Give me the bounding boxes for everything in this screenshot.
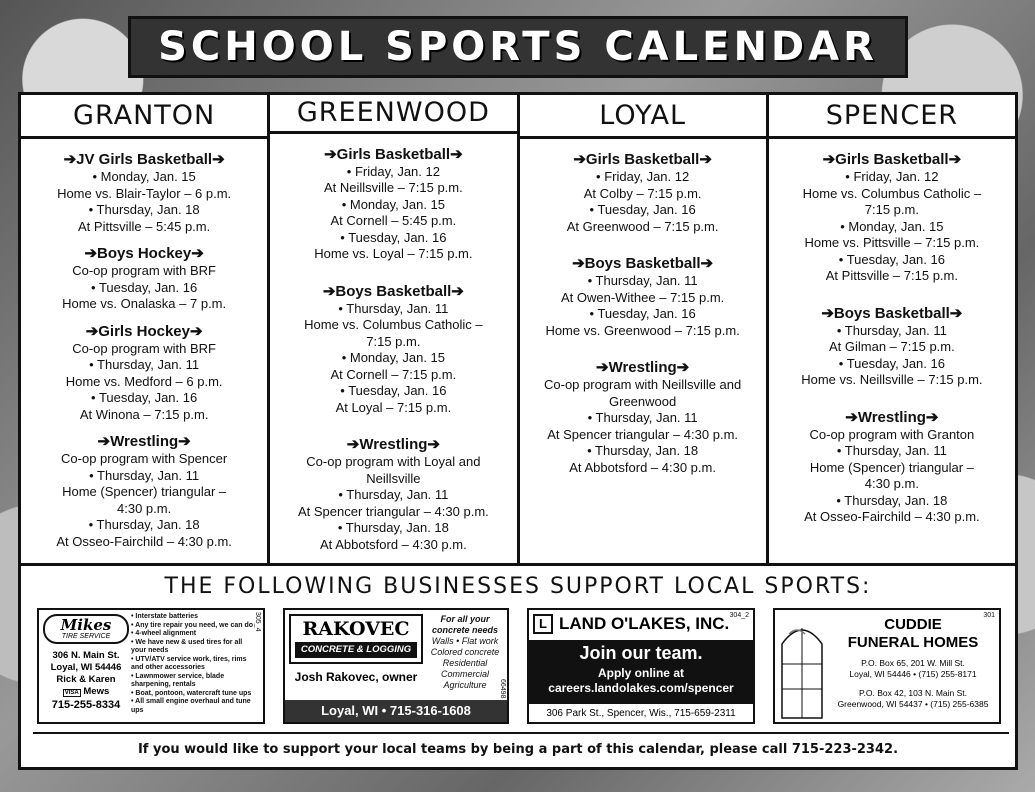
- schedule-line: Neillsville: [366, 470, 421, 486]
- service-item: • Interstate batteries: [131, 613, 199, 620]
- stained-glass-window-icon: [779, 614, 825, 720]
- sport-section: [773, 151, 1011, 285]
- schedule-line: • Monday, Jan. 15: [341, 350, 446, 365]
- schedule-line: • Monday, Jan. 15: [92, 169, 196, 184]
- sport-section: [524, 359, 762, 476]
- apply-text: Apply online at: [597, 666, 684, 680]
- sport-title: ➔Boys Basketball➔: [821, 304, 963, 322]
- sport-title: ➔Wrestling➔: [97, 433, 191, 450]
- sport-section: [524, 151, 762, 235]
- ad-cuddie-funeral: [773, 608, 1001, 724]
- rakovec-phone: Loyal, WI • 715-316-1608: [285, 700, 507, 722]
- schedule-line: Home vs. Columbus Catholic –: [304, 317, 483, 332]
- column-granton: [21, 95, 270, 563]
- schedule-line: • Thursday, Jan. 18: [88, 517, 200, 532]
- service-item: • Lawnmower service, blade sharpening, rentals: [131, 672, 225, 688]
- schedule-line: • Tuesday, Jan. 16: [589, 306, 696, 321]
- schedule-line: 4:30 p.m.: [117, 500, 172, 516]
- schedule-line: Co-op program with Spencer: [61, 451, 228, 466]
- mikes-address2: Loyal, WI 54446: [50, 662, 122, 673]
- mikes-address1: 306 N. Main St.: [52, 650, 120, 661]
- sport-section: [25, 323, 263, 424]
- mikes-mews: Mews: [83, 686, 110, 697]
- sponsor-heading: THE FOLLOWING BUSINESSES SUPPORT LOCAL SPORTS:: [164, 574, 872, 599]
- column-body: [520, 139, 766, 486]
- service-item: • We have new & used tires for all your needs: [131, 638, 243, 654]
- footer-divider: [33, 732, 1009, 734]
- schedule-line: At Owen-Withee – 7:15 p.m.: [560, 289, 725, 305]
- rakovec-subtitle: CONCRETE & LOGGING: [295, 642, 417, 658]
- sport-title: ➔Girls Basketball➔: [573, 151, 712, 168]
- schedule-line: • Friday, Jan. 12: [845, 169, 939, 184]
- schedule-line: At Gilman – 7:15 p.m.: [829, 339, 955, 354]
- schedule-line: • Tuesday, Jan. 16: [91, 279, 198, 295]
- schedule-line: Home (Spencer) triangular –: [62, 484, 227, 499]
- schedule-line: At Pittsville – 7:15 p.m.: [825, 268, 958, 283]
- service-item: • UTV/ATV service work, tires, rims and other accessories: [131, 655, 247, 671]
- schedule-line: • Thursday, Jan. 11: [587, 273, 698, 288]
- schedule-line: Co-op program with Granton: [809, 426, 975, 442]
- schedule-line: • Thursday, Jan. 11: [89, 357, 200, 372]
- schedule-line: • Thursday, Jan. 11: [587, 410, 698, 425]
- schedule-line: • Thursday, Jan. 11: [338, 487, 449, 502]
- schedule-line: Home vs. Loyal – 7:15 p.m.: [314, 246, 473, 261]
- title-banner: [128, 16, 908, 78]
- mikes-payment: [41, 686, 131, 699]
- rakovec-service: Residential: [442, 658, 488, 668]
- schedule-line: At Osseo-Fairchild – 4:30 p.m.: [56, 533, 232, 549]
- schedule-line: At Spencer triangular – 4:30 p.m.: [297, 503, 489, 519]
- schedule-line: • Tuesday, Jan. 16: [838, 251, 945, 267]
- rakovec-logo: [289, 614, 423, 664]
- sport-title: ➔Girls Basketball➔: [324, 145, 463, 163]
- cuddie-address: Loyal, WI 54446 • (715) 255-8171: [849, 669, 977, 679]
- rakovec-service: For all your: [440, 614, 490, 624]
- ad-mikes-tire: [37, 608, 265, 724]
- school-heading: SPENCER: [769, 95, 1015, 139]
- service-item: • All small engine overhaul and tune ups: [131, 698, 251, 714]
- sport-section: [524, 255, 762, 339]
- schedule-line: At Abbotsford – 4:30 p.m.: [569, 459, 716, 475]
- schedule-line: 7:15 p.m.: [864, 202, 919, 217]
- land-o-lakes-name: LAND O'LAKES, INC.: [559, 614, 730, 633]
- schedule-line: Home vs. Medford – 6 p.m.: [65, 373, 223, 389]
- schedule-line: Co-op program with BRF: [72, 263, 217, 278]
- column-spencer: [769, 95, 1015, 563]
- mikes-owners: Rick & Karen: [56, 674, 116, 685]
- schedule-line: At Greenwood – 7:15 p.m.: [566, 218, 719, 234]
- school-heading: GREENWOOD: [270, 95, 516, 134]
- visa-icon: VISA: [64, 690, 79, 696]
- schedule-line: • Tuesday, Jan. 16: [340, 229, 447, 245]
- rakovec-services: [427, 614, 503, 691]
- service-item: • 4-wheel alignment: [131, 630, 197, 637]
- schedule-line: • Thursday, Jan. 18: [88, 202, 200, 217]
- mikes-logo: [43, 614, 129, 644]
- rakovec-service: Commercial: [440, 669, 489, 679]
- rakovec-owner: Josh Rakovec, owner: [294, 670, 418, 684]
- schedule-line: • Thursday, Jan. 11: [89, 467, 200, 483]
- cuddie-name: [829, 616, 997, 652]
- sport-section: [274, 146, 512, 263]
- schedule-line: At Pittsville – 5:45 p.m.: [78, 218, 211, 234]
- mikes-contact: [41, 650, 131, 711]
- schedule-line: • Monday, Jan. 15: [341, 196, 446, 212]
- schedule-line: Home vs. Pittsville – 7:15 p.m.: [804, 235, 980, 250]
- ad-land-o-lakes: [527, 608, 755, 724]
- schedule-line: • Friday, Jan. 12: [346, 163, 440, 179]
- sport-section: [274, 436, 512, 553]
- schedule-line: • Thursday, Jan. 18: [337, 520, 449, 535]
- rakovec-logo-text: RAKOVEC: [302, 618, 410, 640]
- service-item: • Boat, pontoon, watercraft tune ups: [131, 689, 252, 697]
- schedule-line: • Thursday, Jan. 11: [338, 300, 449, 316]
- service-item: • Any tire repair you need, we can do: [131, 621, 254, 629]
- schedule-line: • Thursday, Jan. 18: [587, 443, 699, 458]
- column-body: [769, 139, 1015, 536]
- schedule-line: At Winona – 7:15 p.m.: [79, 406, 209, 422]
- ad-rakovec: [283, 608, 509, 724]
- sport-section: [274, 283, 512, 417]
- schedule-line: • Thursday, Jan. 11: [836, 443, 947, 458]
- schedule-line: 4:30 p.m.: [864, 476, 919, 491]
- schedule-line: Co-op program with BRF: [72, 340, 217, 356]
- mikes-tagline: TIRE SERVICE: [61, 633, 111, 640]
- schedule-line: Home vs. Blair-Taylor – 6 p.m.: [57, 185, 232, 201]
- schedule-line: • Tuesday, Jan. 16: [838, 355, 945, 371]
- school-heading: LOYAL: [520, 95, 766, 139]
- schedule-line: At Cornell – 7:15 p.m.: [330, 366, 457, 382]
- cuddie-address: P.O. Box 42, 103 N. Main St.: [858, 688, 968, 698]
- schedule-line: At Neillsville – 7:15 p.m.: [324, 180, 463, 195]
- schedule-line: At Abbotsford – 4:30 p.m.: [320, 536, 467, 552]
- sport-section: [25, 433, 263, 550]
- mikes-services: [131, 613, 255, 715]
- rakovec-service: Colored concrete: [430, 647, 500, 657]
- land-o-lakes-mark-icon: L: [533, 614, 553, 634]
- sport-title: ➔Girls Hockey➔: [85, 322, 203, 340]
- rakovec-service: concrete needs: [431, 625, 499, 635]
- schedule-line: Co-op program with Neillsville and: [544, 377, 742, 392]
- schedule-line: Greenwood: [609, 393, 677, 409]
- cuddie-name-line1: CUDDIE: [884, 616, 942, 633]
- rakovec-service: Walls • Flat work: [431, 636, 499, 646]
- sport-section: [25, 151, 263, 235]
- schedule-line: • Thursday, Jan. 18: [836, 492, 948, 508]
- land-o-lakes-banner: [529, 640, 753, 704]
- footer-callout: If you would like to support your local teams by being a part of this calendar, please call 715-223-2342.: [137, 742, 899, 757]
- ad-code: 66498: [499, 678, 506, 698]
- cuddie-name-line2: FUNERAL HOMES: [847, 634, 979, 651]
- careers-url: careers.landolakes.com/spencer: [548, 681, 734, 695]
- cuddie-addresses: [827, 658, 999, 710]
- sport-section: [773, 305, 1011, 389]
- join-text: Join our team.: [579, 643, 703, 663]
- sport-title: ➔Wrestling➔: [346, 436, 440, 453]
- sport-title: ➔Boys Basketball➔: [572, 255, 714, 272]
- sport-title: ➔Wrestling➔: [596, 359, 690, 376]
- column-body: [21, 139, 267, 560]
- ad-code: 304_2: [729, 612, 749, 619]
- cuddie-address: Greenwood, WI 54437 • (715) 255-6385: [837, 699, 989, 709]
- school-heading: GRANTON: [21, 95, 267, 139]
- sport-title: ➔Girls Basketball➔: [822, 151, 962, 168]
- schedule-line: At Osseo-Fairchild – 4:30 p.m.: [804, 509, 980, 524]
- schedule-line: • Thursday, Jan. 11: [836, 322, 947, 338]
- schedule-line: Co-op program with Loyal and: [306, 454, 481, 469]
- column-body: [270, 134, 516, 564]
- schedule-line: 7:15 p.m.: [366, 333, 421, 349]
- schedule-line: Home vs. Onalaska – 7 p.m.: [62, 296, 227, 311]
- ad-code: 305_4: [254, 612, 261, 632]
- schedule-line: Home vs. Columbus Catholic –: [802, 185, 982, 201]
- schedule-line: • Friday, Jan. 12: [596, 169, 690, 184]
- land-o-lakes-logo: [533, 614, 729, 634]
- mikes-logo-text: Mikes: [60, 616, 112, 634]
- schedule-line: At Loyal – 7:15 p.m.: [335, 399, 452, 415]
- sport-section: [773, 409, 1011, 526]
- schedule-line: Home vs. Greenwood – 7:15 p.m.: [545, 322, 740, 338]
- sport-title: ➔Boys Basketball➔: [322, 282, 464, 300]
- schedule-line: At Spencer triangular – 4:30 p.m.: [547, 426, 739, 442]
- mikes-phone: 715-255-8334: [51, 699, 121, 711]
- sport-title: ➔JV Girls Basketball➔: [63, 151, 225, 168]
- schedule-line: Home (Spencer) triangular –: [809, 459, 974, 475]
- schedule-line: Home vs. Neillsville – 7:15 p.m.: [801, 372, 983, 387]
- sport-title: ➔Wrestling➔: [845, 408, 939, 426]
- schedule-line: • Tuesday, Jan. 16: [340, 383, 447, 398]
- spacer: [827, 680, 999, 688]
- sport-section: [25, 245, 263, 313]
- sponsor-panel: [18, 566, 1018, 770]
- calendar-grid: [18, 92, 1018, 566]
- column-greenwood: [270, 95, 519, 563]
- ad-code: 301: [983, 612, 995, 619]
- schedule-line: • Monday, Jan. 15: [840, 218, 944, 234]
- rakovec-service: Agriculture: [443, 680, 487, 690]
- cuddie-address: P.O. Box 65, 201 W. Mill St.: [861, 658, 965, 668]
- land-o-lakes-address: 306 Park St., Spencer, Wis., 715-659-2311: [546, 708, 736, 719]
- schedule-line: • Tuesday, Jan. 16: [91, 390, 198, 405]
- column-loyal: [520, 95, 769, 563]
- schedule-line: • Tuesday, Jan. 16: [589, 202, 696, 217]
- schedule-line: At Colby – 7:15 p.m.: [583, 185, 702, 201]
- page-title: SCHOOL SPORTS CALENDAR: [158, 24, 878, 70]
- schedule-line: At Cornell – 5:45 p.m.: [330, 213, 457, 228]
- sport-title: ➔Boys Hockey➔: [84, 245, 204, 262]
